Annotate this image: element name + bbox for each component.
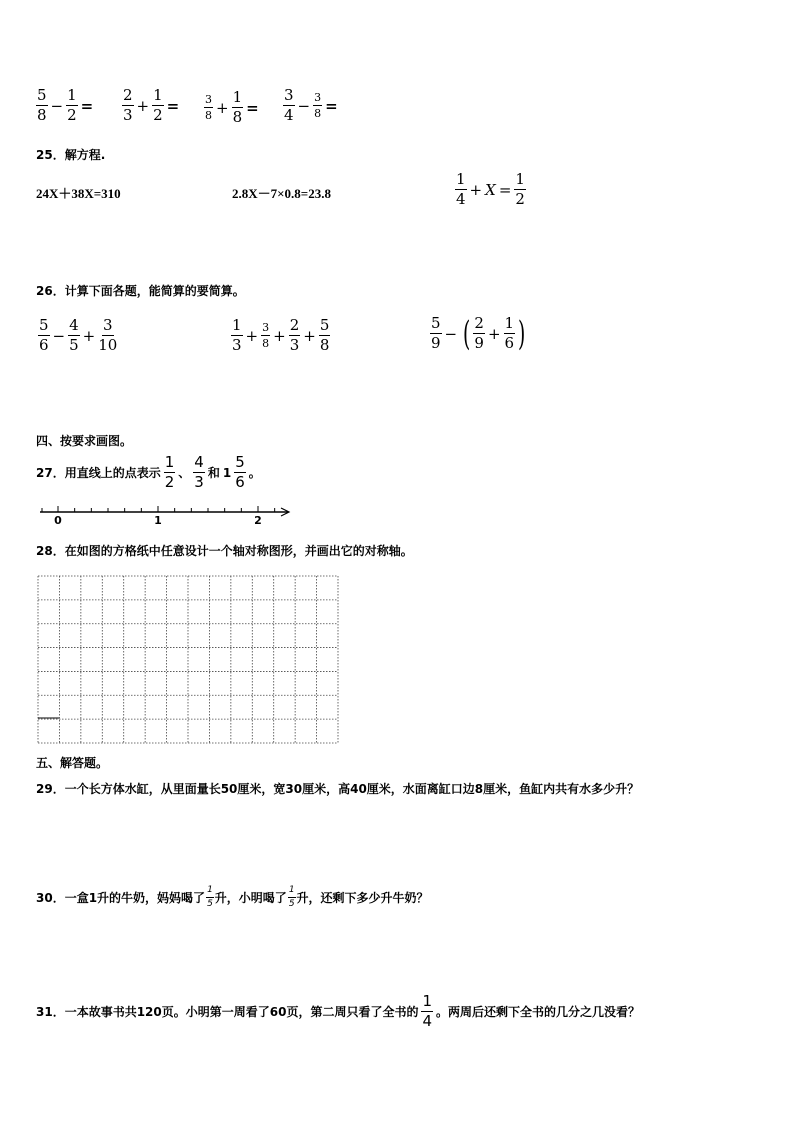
- fraction: $\frac{3}{8}$: [314, 91, 322, 120]
- fraction: $\frac{1}{2}$: [153, 86, 163, 124]
- q26-expression-2: $\frac{1}{3}$ + $\frac{3}{8}$ + $\frac{2}{3}$ + $\frac{5}{8}$: [232, 316, 330, 354]
- fraction: $\frac{1}{4}$: [456, 170, 466, 208]
- fraction: $\frac{5}{6}$: [39, 316, 49, 354]
- q25-equation-3: $\frac{1}{4}$ + X = $\frac{1}{2}$: [456, 170, 525, 208]
- fraction: $\frac{3}{8}$: [262, 321, 270, 350]
- number-line-ticks: [42, 506, 275, 512]
- fraction: $\frac{1}{5}$: [288, 885, 295, 909]
- q27-prompt: 27．用直线上的点表示 $\frac{1}{2}$ 、 $\frac{4}{3}$ 和 1 $\frac{5}{6}$ 。: [36, 453, 261, 491]
- fraction: $\frac{1}{4}$: [422, 992, 432, 1030]
- fraction: $\frac{1}{3}$: [232, 316, 242, 354]
- fraction: $\frac{2}{9}$: [474, 314, 484, 352]
- q25-equation-1: 24X＋38X=310: [36, 186, 121, 201]
- number-line-label-0: 0: [54, 514, 62, 527]
- fraction: $\frac{4}{3}$: [194, 453, 204, 491]
- section-4-title: 四、按要求画图。: [36, 434, 133, 448]
- left-parenthesis: (: [463, 313, 471, 354]
- top-expression-1: $\frac{5}{8}$ − $\frac{1}{2}$ =: [37, 86, 94, 124]
- fraction: $\frac{2}{3}$: [123, 86, 133, 124]
- top-expression-4: $\frac{3}{4}$ − $\frac{3}{8}$ =: [284, 86, 338, 124]
- fraction: $\frac{3}{8}$: [205, 93, 212, 122]
- q30-question: 30．一盒1升的牛奶，妈妈喝了 $\frac{1}{5}$ 升，小明喝了 $\frac{1}{5}$ 升，还剩下多少升牛奶？: [36, 885, 429, 909]
- q31-question: 31．一本故事书共120页。小明第一周看了60页，第二周只看了全书的 $\frac{1}{4}$ 。两周后还剩下全书的几分之几没看？: [36, 992, 641, 1030]
- fraction: $\frac{1}{2}$: [164, 453, 175, 491]
- fraction: $\frac{5}{8}$: [319, 316, 330, 354]
- q26-expression-1: $\frac{5}{6}$ − $\frac{4}{5}$ + $\frac{3}{10}$: [39, 316, 118, 354]
- grid-paper: [37, 575, 339, 745]
- number-line-label-2: 2: [254, 514, 262, 527]
- number-line-label-1: 1: [154, 514, 162, 527]
- fraction: $\frac{5}{9}$: [431, 314, 441, 352]
- fraction: $\frac{5}{6}$: [235, 453, 245, 491]
- fraction: $\frac{3}{10}$: [98, 316, 118, 354]
- section-5-title: 五、解答题。: [36, 756, 109, 770]
- fraction: $\frac{1}{2}$: [515, 170, 525, 208]
- q25-equation-2: 2.8X－7×0.8=23.8: [232, 186, 331, 201]
- fraction: $\frac{1}{5}$: [207, 885, 213, 909]
- fraction: $\frac{5}{8}$: [37, 86, 47, 124]
- top-expression-2: $\frac{2}{3}$ + $\frac{1}{2}$ =: [123, 86, 180, 124]
- fraction: $\frac{3}{4}$: [284, 86, 294, 124]
- q26-title: 26．计算下面各题，能简算的要简算。: [36, 284, 245, 298]
- q28-title: 28．在如图的方格纸中任意设计一个轴对称图形，并画出它的对称轴。: [36, 544, 413, 558]
- q25-title: 25．解方程.: [36, 148, 106, 162]
- fraction: $\frac{1}{8}$: [232, 88, 243, 126]
- q26-expression-3: $\frac{5}{9}$ − ( $\frac{2}{9}$ + $\frac{1}{6}$ ): [431, 313, 526, 354]
- number-line: [34, 498, 296, 528]
- fraction: $\frac{1}{2}$: [67, 86, 77, 124]
- fraction: $\frac{1}{6}$: [504, 314, 515, 352]
- grid-lines: [38, 576, 338, 743]
- fraction: $\frac{4}{5}$: [69, 316, 79, 354]
- right-parenthesis: ): [518, 313, 526, 354]
- q29-question: 29．一个长方体水缸，从里面量长50厘米，宽30厘米，高40厘米，水面离缸口边8厘米，鱼缸内共有水多少升？: [36, 782, 640, 796]
- fraction: $\frac{2}{3}$: [289, 316, 300, 354]
- top-expression-3: $\frac{3}{8}$ + $\frac{1}{8}$ =: [205, 88, 259, 126]
